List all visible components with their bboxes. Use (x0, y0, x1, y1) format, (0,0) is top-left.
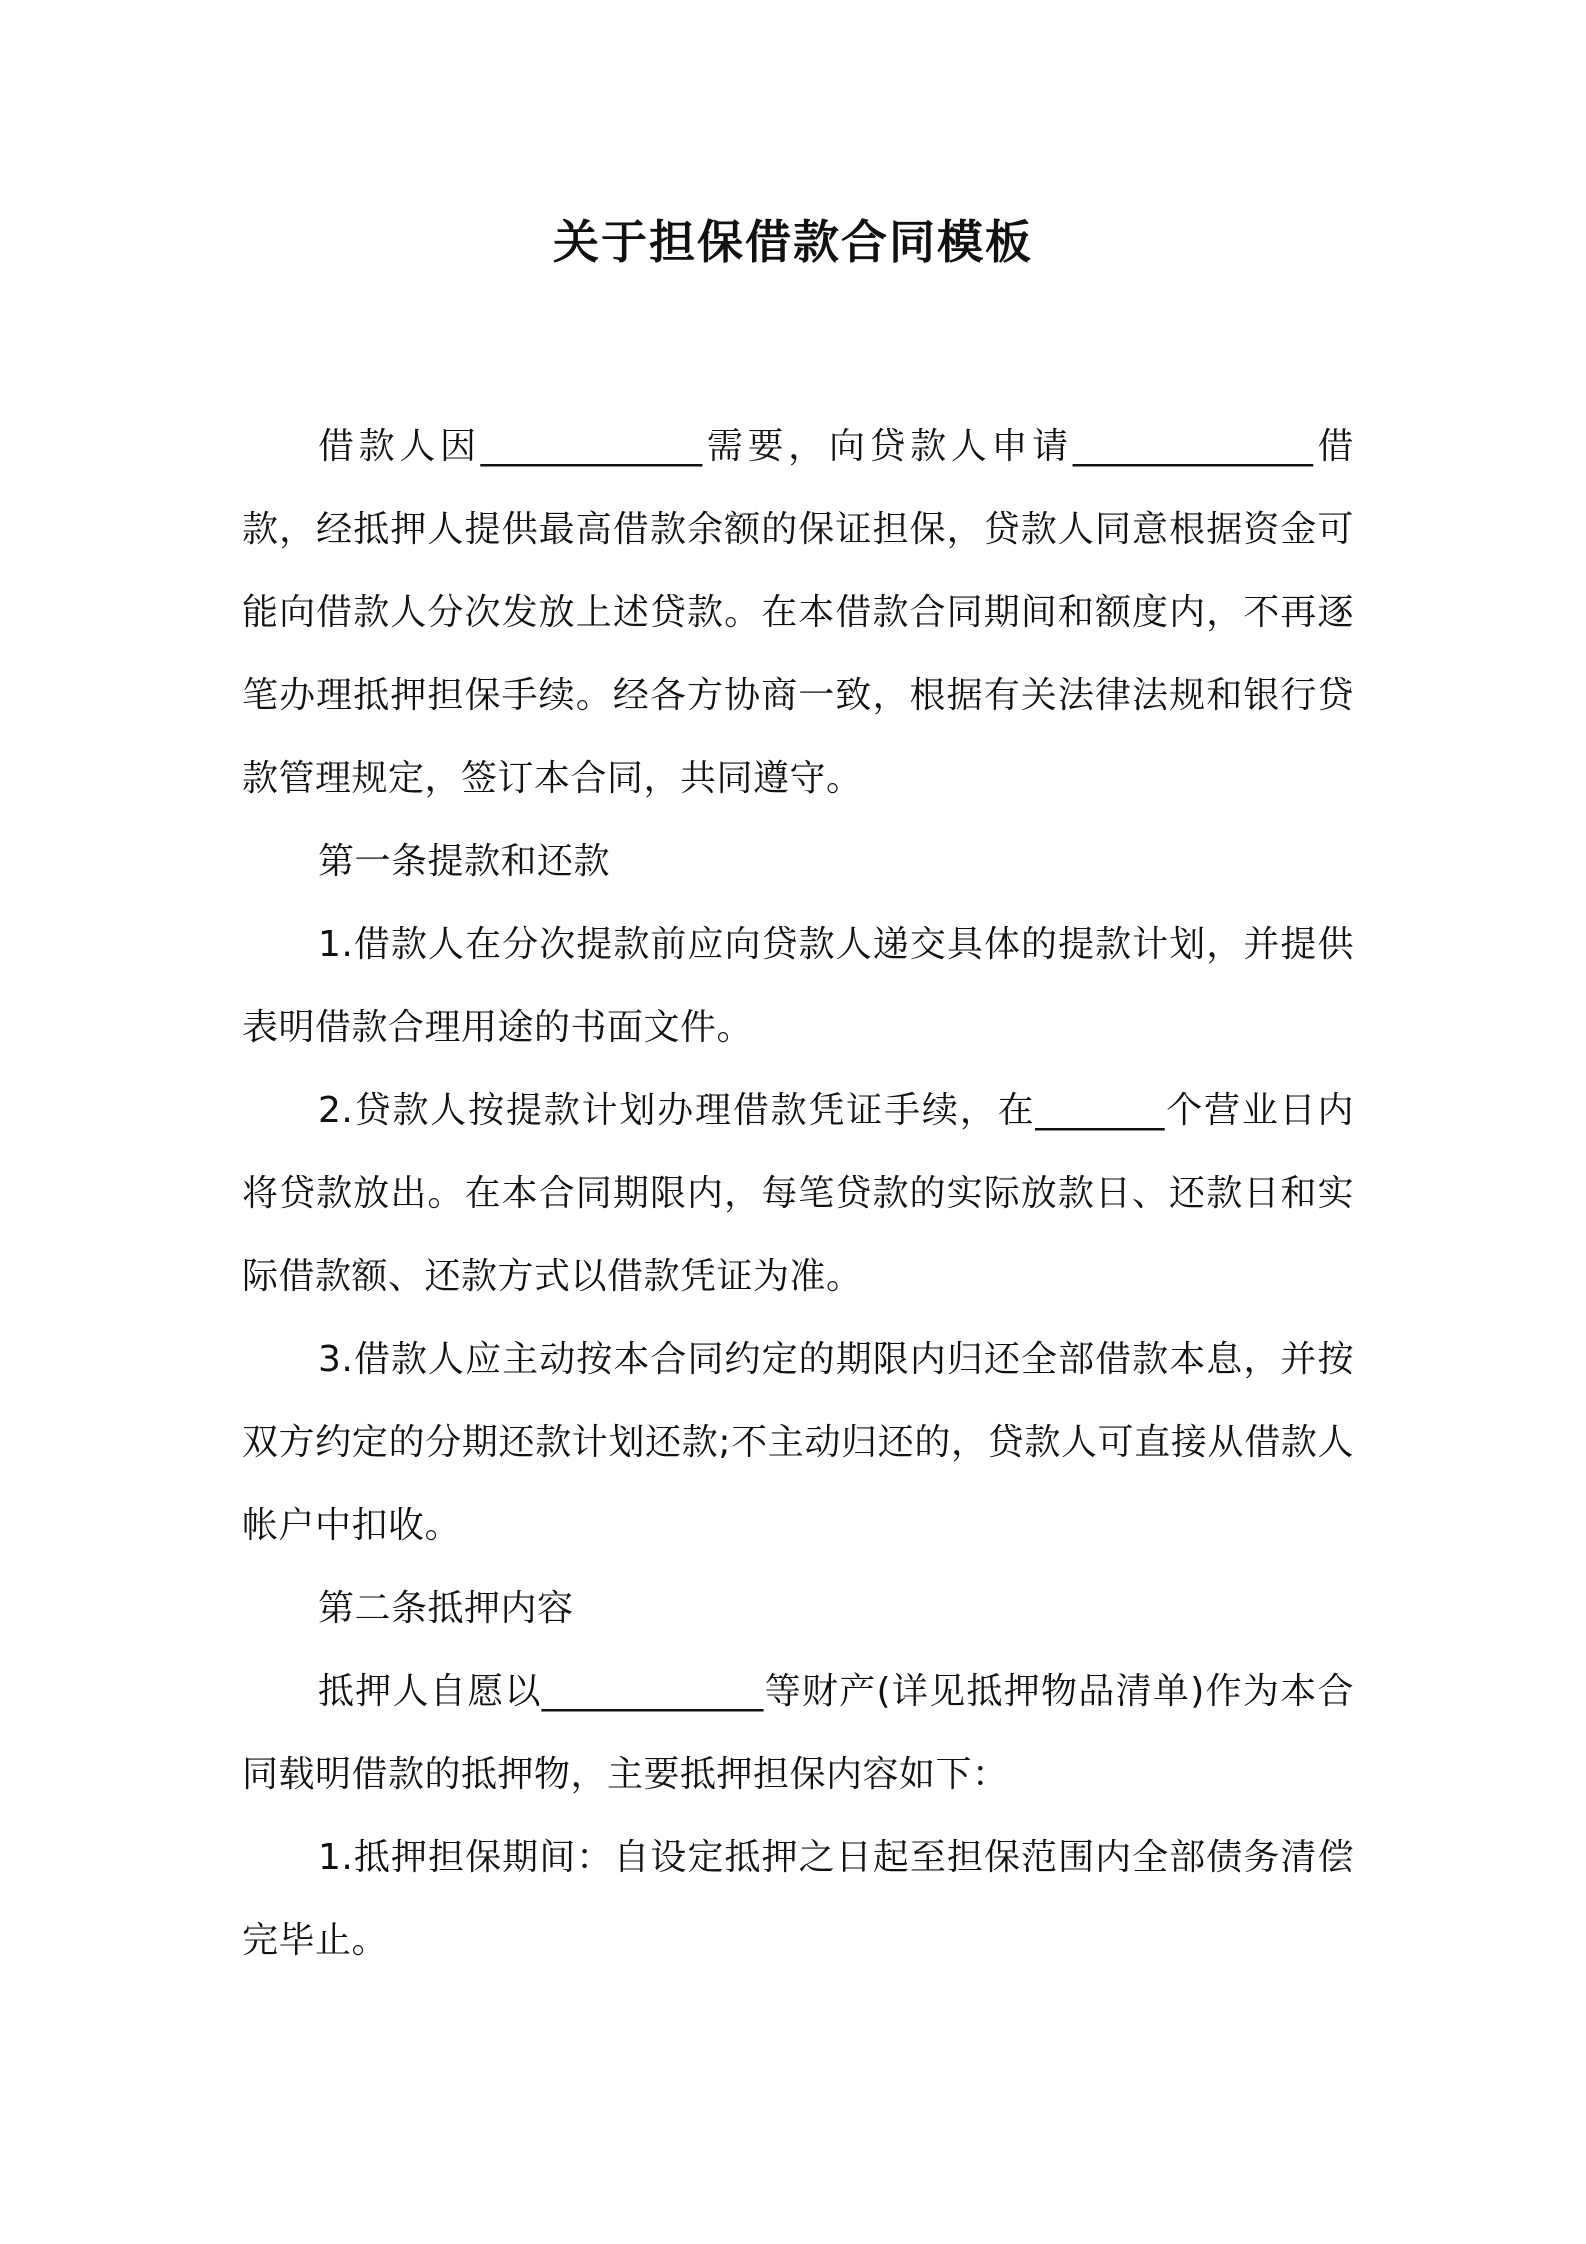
document-title: 关于担保借款合同模板 (553, 215, 1033, 269)
article-one-clause-1: 1.借款人在分次提款前应向贷款人递交具体的提款计划，并提供表明借款合理用途的书面文件。 (242, 924, 1354, 1048)
preamble-paragraph: 借款人因____________需要，向贷款人申请_____________借款，经抵押人提供最高借款余额的保证担保，贷款人同意根据资金可能向借款人分次发放上述贷款。在本借款合同期间和额度内，不再逐笔办理抵押担保手续。经各方协商一致，根据有关法律法规和银行贷款管理规定，签订本合同，共同遵守。 (242, 426, 1354, 799)
article-one-clause-2: 2.贷款人按提款计划办理借款凭证手续，在_______个营业日内将贷款放出。在本合同期限内，每笔贷款的实际放款日、还款日和实际借款额、还款方式以借款凭证为准。 (242, 1090, 1354, 1297)
article-one-clause-3: 3.借款人应主动按本合同约定的期限内归还全部借款本息，并按双方约定的分期还款计划还款;不主动归还的，贷款人可直接从借款人帐户中扣收。 (242, 1339, 1354, 1546)
article-two-heading: 第二条抵押内容 (318, 1588, 574, 1629)
document-body (242, 405, 1354, 1982)
article-one-heading: 第一条提款和还款 (318, 841, 611, 882)
article-two-clause-1: 1.抵押担保期间：自设定抵押之日起至担保范围内全部债务清偿完毕止。 (242, 1837, 1354, 1961)
article-two-intro: 抵押人自愿以____________等财产(详见抵押物品清单)作为本合同载明借款的抵押物，主要抵押担保内容如下： (242, 1671, 1354, 1795)
